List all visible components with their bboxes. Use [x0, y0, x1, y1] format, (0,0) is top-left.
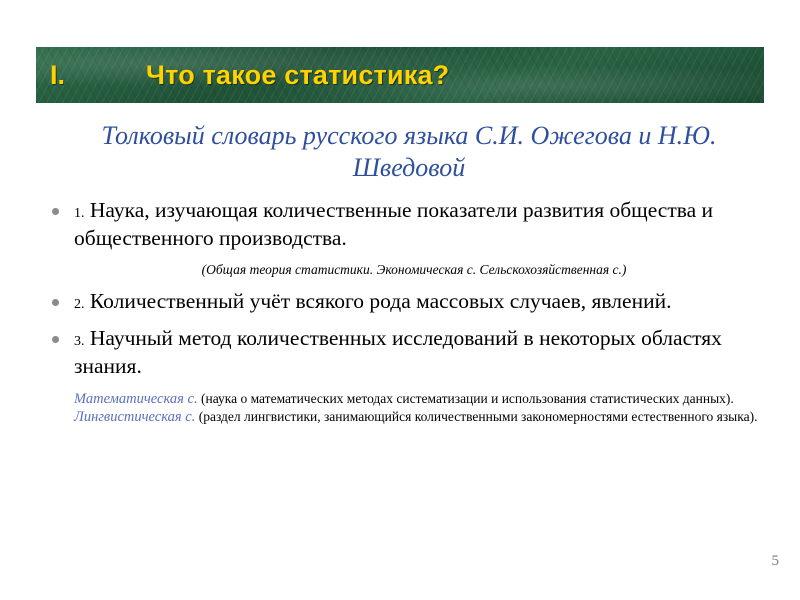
slide-title-banner	[36, 47, 764, 103]
point-index-3: 3.	[74, 334, 85, 350]
list-item	[36, 288, 772, 316]
footnote	[74, 390, 772, 427]
footnote-text-2: (раздел лингвистики, занимающийся количественными закономерностями естественного языка).	[195, 409, 758, 425]
point-index-2: 2.	[74, 297, 85, 313]
point-index-1: 1.	[74, 206, 85, 222]
point-body-2: Количественный учёт всякого рода массовых случаев, явлений.	[84, 289, 672, 314]
slide-body	[36, 120, 772, 427]
point-text-2	[74, 289, 671, 313]
footnote-term-2: Лингвистическая с.	[74, 409, 196, 426]
list-item	[36, 325, 772, 381]
footnote-text-1: (наука о математических методах систематизации и использования статистических данных).	[197, 391, 734, 407]
point-body-3: Научный метод количественных исследований в некоторых областях знания.	[74, 326, 722, 379]
point-text-1	[74, 198, 713, 250]
point-text-3	[74, 326, 722, 378]
bullet-icon	[52, 299, 59, 306]
page-number: 5	[771, 553, 779, 569]
bullet-icon	[52, 336, 59, 343]
slide-subtitle: Толковый словарь русского языка С.И. Ожегова и Н.Ю. Шведовой	[101, 121, 717, 182]
point-body-1: Наука, изучающая количественные показатели развития общества и общественного производства.	[74, 198, 714, 251]
points-list	[36, 197, 772, 381]
point-note-1: (Общая теория статистики. Экономическая с. Сельскохозяйственная с.)	[201, 262, 627, 278]
list-item	[36, 197, 772, 253]
bullet-icon	[52, 208, 59, 215]
page-title: Что такое статистика?	[146, 59, 450, 90]
footnote-term-1: Математическая с.	[74, 391, 198, 408]
title-number: I.	[50, 59, 66, 90]
